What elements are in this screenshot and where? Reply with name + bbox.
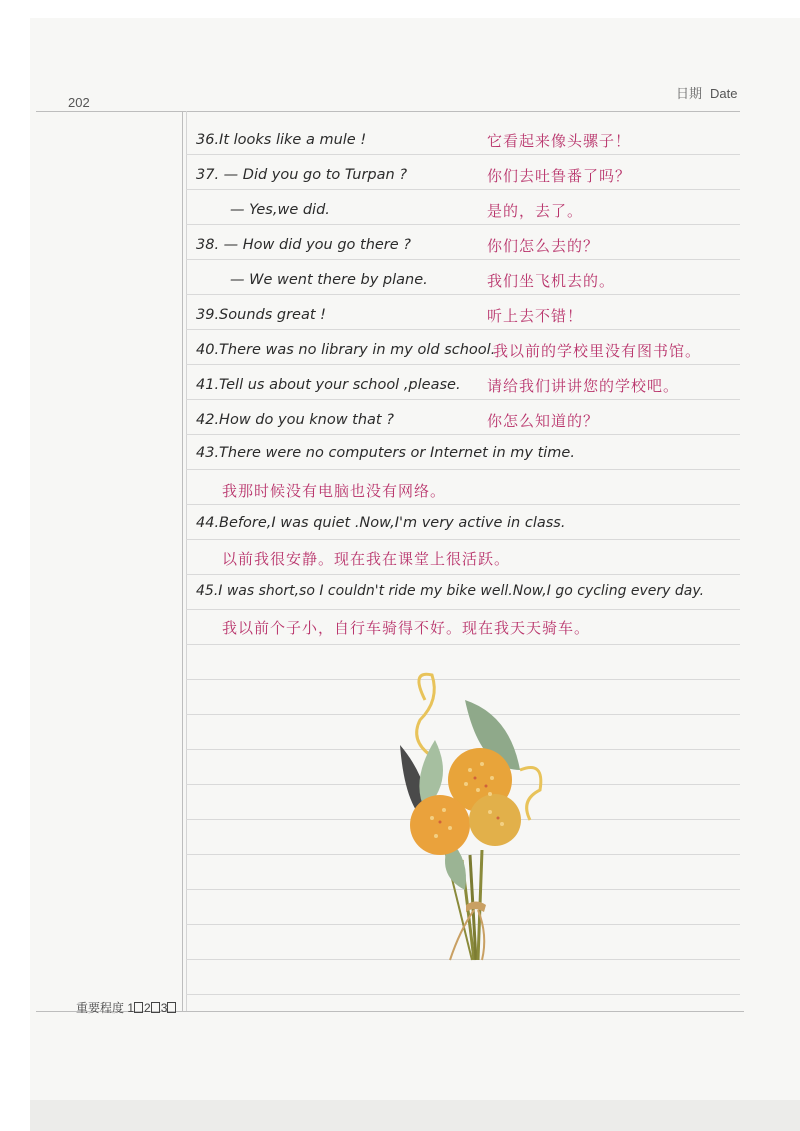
entry-39-chinese: 听上去不错！	[487, 307, 584, 325]
ruled-line	[186, 469, 740, 470]
importance-label: 重要程度	[76, 1001, 125, 1015]
entry-43-english: 43.There were no computers or Internet in my time.	[196, 445, 575, 461]
entry-43-chinese: 我那时候没有电脑也没有网络。	[222, 482, 447, 500]
scan-edge-bottom	[30, 1100, 800, 1131]
entry-40-chinese: 我以前的学校里没有图书馆。	[493, 342, 702, 360]
ruled-line	[186, 154, 740, 155]
date-label-zh: 日期	[676, 86, 703, 101]
entry-36-english: 36.It looks like a mule !	[196, 132, 367, 148]
entry-37-reply-chinese: 是的，去了。	[487, 202, 584, 220]
ruled-line	[186, 399, 740, 400]
margin-line	[182, 111, 183, 1011]
entry-42-english: 42.How do you know that ?	[196, 412, 394, 428]
checkbox-level-1[interactable]	[134, 1002, 143, 1013]
entry-38-chinese: 你们怎么去的？	[487, 237, 600, 255]
date-label-en: Date	[710, 86, 738, 101]
entry-45-english: 45.I was short,so I couldn't ride my bike well.Now,I go cycling every day.	[196, 583, 705, 599]
entry-41-english: 41.Tell us about your school ,please.	[196, 377, 461, 393]
importance-level-3: 3	[160, 1001, 168, 1015]
ruled-line	[186, 224, 740, 225]
ruled-line	[186, 609, 740, 610]
margin-line-inner	[186, 111, 187, 1011]
importance-rating	[76, 999, 177, 1016]
ruled-line	[186, 644, 740, 645]
entry-38-reply-chinese: 我们坐飞机去的。	[487, 272, 616, 290]
entry-45-chinese: 我以前个子小，自行车骑得不好。现在我天天骑车。	[222, 619, 591, 637]
entry-42-chinese: 你怎么知道的？	[487, 412, 600, 430]
ruled-line	[186, 434, 740, 435]
scan-edge-top	[0, 0, 800, 18]
importance-level-1: 1	[127, 1001, 135, 1015]
header-line	[36, 111, 740, 112]
entry-36-chinese: 它看起来像头骡子！	[487, 132, 632, 150]
ruled-line	[186, 329, 740, 330]
importance-level-2: 2	[144, 1001, 151, 1015]
checkbox-level-3[interactable]	[167, 1002, 176, 1013]
entry-37-english: 37. — Did you go to Turpan ?	[196, 167, 408, 183]
ruled-line	[186, 504, 740, 505]
ruled-line	[186, 574, 740, 575]
ruled-line	[186, 539, 740, 540]
entry-37-reply-english: — Yes,we did.	[230, 202, 330, 218]
ruled-line	[186, 189, 740, 190]
entry-41-chinese: 请给我们讲讲您的学校吧。	[487, 377, 680, 395]
ruled-line	[186, 994, 740, 995]
entry-37-chinese: 你们去吐鲁番了吗？	[487, 167, 632, 185]
ruled-line	[186, 259, 740, 260]
entry-39-english: 39.Sounds great !	[196, 307, 326, 323]
entry-40-english: 40.There was no library in my old school.	[196, 342, 496, 358]
entry-38-english: 38. — How did you go there ?	[196, 237, 411, 253]
entry-44-english: 44.Before,I was quiet .Now,I'm very active in class.	[196, 515, 566, 531]
ruled-line	[186, 294, 740, 295]
entry-44-chinese: 以前我很安静。现在我在课堂上很活跃。	[222, 550, 511, 568]
date-label	[676, 83, 737, 102]
entry-38-reply-english: — We went there by plane.	[230, 272, 428, 288]
page-number: 202	[68, 95, 90, 110]
ruled-line	[186, 364, 740, 365]
checkbox-level-2[interactable]	[151, 1002, 160, 1013]
flower-bouquet-illustration	[370, 660, 570, 990]
